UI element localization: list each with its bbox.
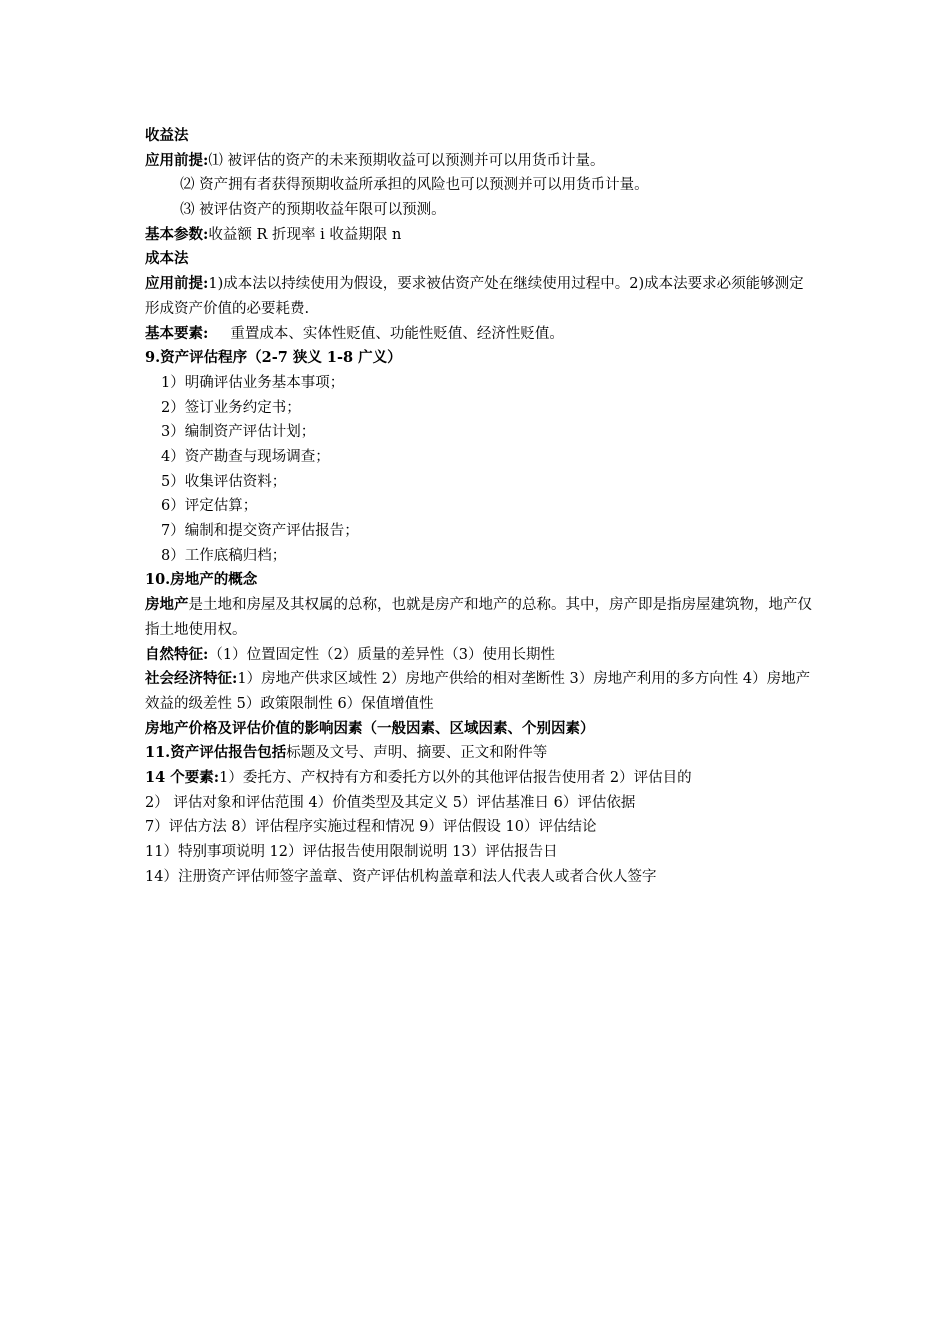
- procedure-step: 8）工作底稿归档；: [161, 547, 287, 564]
- procedure-step: 4）资产勘查与现场调查；: [161, 448, 330, 465]
- socio-economic-value: 1）房地产供求区域性 2）房地产供给的相对垄断性 3）房地产利用的多方向性 4）房地产效益的级差性 5）政策限制性 6）保值增值性: [145, 671, 811, 712]
- real-estate-definition-value: 是土地和房屋及其权属的总称，也就是房产和地产的总称。其中，房产即是指房屋建筑物，地产仅指土地使用权。: [145, 597, 812, 638]
- cost-premise-value: 1)成本法以持续使用为假设，要求被估资产处在继续使用过程中。2)成本法要求必须能够测定形成资产价值的必要耗费.: [145, 276, 804, 317]
- real-estate-definition-label: 房地产: [145, 596, 189, 614]
- procedure-step: 5）收集评估资料；: [161, 473, 287, 490]
- income-premise-1: ⑴ 被评估的资产的未来预期收益可以预测并可以用货币计量。: [208, 152, 605, 169]
- income-premise-2: ⑵ 资产拥有者获得预期收益所承担的风险也可以预测并可以用货币计量。: [180, 177, 649, 194]
- procedure-step: 7）编制和提交资产评估报告；: [161, 523, 359, 540]
- report-title: 11.资产评估报告包括: [145, 744, 287, 762]
- document-page: [145, 124, 813, 889]
- report-elements-line: [145, 766, 813, 791]
- cost-premise-paragraph: [145, 272, 813, 321]
- report-title-line: [145, 741, 813, 766]
- cost-elements-line: [145, 322, 813, 347]
- income-params-line: [145, 223, 813, 248]
- real-estate-definition: [145, 593, 813, 642]
- report-elements-label: 14 个要素:: [145, 768, 220, 786]
- income-premise-3: ⑶ 被评估资产的预期收益年限可以预测。: [180, 202, 446, 219]
- report-element-line: 7）评估方法 8）评估程序实施过程和情况 9）评估假设 10）评估结论: [145, 819, 597, 836]
- income-premise-line-1: [145, 149, 813, 174]
- cost-elements-value: 重置成本、实体性贬值、功能性贬值、经济性贬值。: [230, 325, 564, 342]
- price-factors-heading: 房地产价格及评估价值的影响因素（一般因素、区域因素、个别因素）: [145, 719, 595, 737]
- cost-method-title: 成本法: [145, 250, 189, 268]
- socio-economic-features: [145, 667, 813, 716]
- cost-elements-label: 基本要素:: [145, 324, 209, 342]
- natural-features-line: [145, 643, 813, 668]
- income-params-label: 基本参数:: [145, 225, 209, 243]
- procedure-step: 3）编制资产评估计划；: [161, 424, 316, 441]
- income-method-title: 收益法: [145, 127, 189, 144]
- cost-premise-label: 应用前提:: [145, 275, 209, 293]
- report-element-line: 1）委托方、产权持有方和委托方以外的其他评估报告使用者 2）评估目的: [219, 769, 692, 786]
- procedure-title: 9.资产评估程序（2-7 狭义 1-8 广义）: [145, 349, 402, 367]
- procedure-step: 1）明确评估业务基本事项；: [161, 374, 345, 391]
- procedure-step: 2）签订业务约定书；: [161, 399, 301, 416]
- report-element-line: 14）注册资产评估师签字盖章、资产评估机构盖章和法人代表人或者合伙人签字: [145, 868, 657, 885]
- real-estate-title: 10.房地产的概念: [145, 571, 258, 589]
- income-params-value: 收益额 R 折现率 i 收益期限 n: [208, 226, 402, 243]
- socio-economic-label: 社会经济特征:: [145, 670, 238, 688]
- report-element-line: 11）特别事项说明 12）评估报告使用限制说明 13）评估报告日: [145, 844, 558, 861]
- report-element-line: 2） 评估对象和评估范围 4）价值类型及其定义 5）评估基准日 6）评估依据: [145, 794, 636, 811]
- natural-features-value: （1）位置固定性（2）质量的差异性（3）使用长期性: [208, 646, 556, 663]
- report-title-value: 标题及文号、声明、摘要、正文和附件等: [286, 745, 548, 762]
- income-premise-label: 应用前提:: [145, 151, 209, 169]
- procedure-step: 6）评定估算；: [161, 498, 258, 515]
- natural-features-label: 自然特征:: [145, 645, 209, 663]
